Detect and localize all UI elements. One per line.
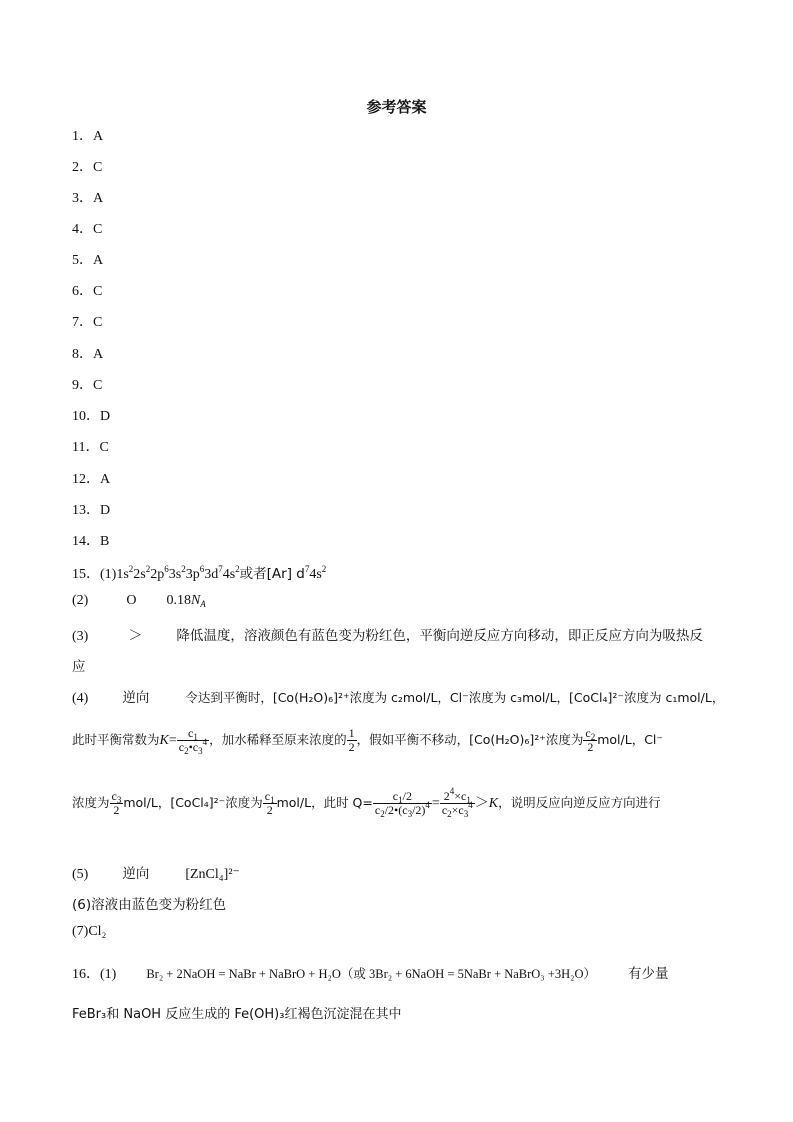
q15-p4-text3a: 浓度为 bbox=[72, 794, 110, 810]
answer-item bbox=[72, 125, 103, 145]
answer-number: 11． bbox=[72, 440, 100, 455]
answer-item bbox=[72, 405, 110, 425]
answer-choice: C bbox=[93, 222, 103, 237]
q15-p4-text2d: mol/L，Cl⁻ bbox=[597, 731, 664, 747]
answer-number: 14． bbox=[72, 534, 100, 549]
q15-p3-explanation: 降低温度，溶液颜色有蓝色变为粉红色，平衡向逆反应方向移动，即正反应方向为吸热反 bbox=[176, 628, 703, 644]
answer-item bbox=[72, 249, 103, 269]
answer-item bbox=[72, 280, 102, 300]
q15-p4-text2b: ，加水稀释至原来浓度的 bbox=[209, 731, 347, 747]
answer-item bbox=[72, 156, 102, 176]
q15-part3 bbox=[72, 624, 703, 645]
answer-number: 4． bbox=[72, 222, 93, 237]
answer-number: 6． bbox=[72, 284, 93, 299]
answer-item bbox=[72, 218, 102, 238]
q15-p5-answer-b: [ZnCl₄]²⁻ bbox=[185, 867, 240, 882]
config-start: 1s bbox=[116, 567, 129, 582]
answer-choice: D bbox=[100, 503, 111, 518]
answer-number: 5． bbox=[72, 253, 93, 268]
answer-item bbox=[72, 530, 109, 550]
answer-number: 1． bbox=[72, 129, 93, 144]
q15-p4-label: (4) bbox=[72, 691, 89, 706]
q-simplified-fraction: $\frac{2^4\times c_1}{c_2\times c_3^4}$ bbox=[441, 786, 473, 820]
answer-choice: A bbox=[93, 191, 104, 206]
answer-item bbox=[72, 468, 110, 488]
q-fraction: $\frac{c_1/2}{c_2/2•(c_3/2)^4}$ bbox=[374, 789, 430, 820]
answer-number: 3． bbox=[72, 191, 93, 206]
q15-p4-answer: 逆向 bbox=[122, 690, 150, 706]
answer-item bbox=[72, 436, 109, 456]
answer-item bbox=[72, 374, 102, 394]
q15-p4-text3b: mol/L，[CoCl₄]²⁻浓度为 bbox=[123, 794, 263, 810]
config-alt: 或者[Ar] d bbox=[239, 566, 305, 582]
q16-line2: FeBr₃和 NaOH 反应生成的 Fe(OH)₃红褐色沉淀混在其中 bbox=[72, 1007, 402, 1022]
answer-number: 9． bbox=[72, 378, 93, 393]
q15-p4-text1: 令达到平衡时，[Co(H₂O)₆]²⁺浓度为 c₂mol/L，Cl⁻浓度为 c₃mol/L，[CoCl₄]²⁻浓度为 c₁mol/L， bbox=[185, 690, 725, 705]
answer-choice: C bbox=[93, 378, 103, 393]
answer-number: 13． bbox=[72, 503, 100, 518]
q15-p3-answer: ＞ bbox=[128, 629, 143, 644]
q15-p5-answer-a: 逆向 bbox=[122, 866, 150, 882]
answer-choice: C bbox=[93, 315, 103, 330]
q15-part2 bbox=[72, 593, 206, 609]
answer-choice: B bbox=[100, 534, 110, 549]
electron-config: $1s^22s^22p^63s^23p^63d^74s^2$ bbox=[116, 564, 240, 582]
q15-part5 bbox=[72, 862, 240, 883]
q15-p1-label: (1) bbox=[100, 567, 117, 582]
answer-choice: A bbox=[100, 472, 111, 487]
k-symbol: K bbox=[159, 732, 169, 748]
c3-half-fraction: $\frac{c_3}{2}$ bbox=[111, 789, 122, 818]
c2-half-fraction: $\frac{c_2}{2}$ bbox=[585, 726, 596, 755]
answer-number: 12． bbox=[72, 472, 100, 487]
q15-part1: 15．$(1)1s^22s^22p^63s^23p^63d^74s^2$或者[Ar] $d^74s^2$ bbox=[72, 564, 327, 582]
avogadro-sub: A bbox=[200, 599, 206, 609]
q16-tail: 有少量 bbox=[628, 966, 669, 982]
avogadro-symbol: N bbox=[190, 593, 201, 608]
q15-p4-text2a: 此时平衡常数为 bbox=[72, 731, 160, 747]
answer-choice: A bbox=[93, 253, 104, 268]
k-fraction: $\frac{c_1}{c_2•c_3^4}$ bbox=[178, 726, 208, 757]
answer-item bbox=[72, 187, 103, 207]
q15-part4-line3: 浓度为 $\frac{c_3}{2}$ mol/L，[CoCl₄]²⁻浓度为 $\frac{c_1}{2}$ mol/L，此时 Q= $\frac{c_1/2}{c_2/2•(c_3/2)^4}$ = $\frac{2^4\times c_1}{c_2\times c_3^4}$ ＞K，说明反应向逆反应方向进行 bbox=[72, 786, 661, 820]
answer-choice: C bbox=[99, 440, 109, 455]
q15-p3-cont: 应 bbox=[72, 659, 86, 675]
answer-choice: D bbox=[100, 409, 111, 424]
c1-half-fraction: $\frac{c_1}{2}$ bbox=[264, 789, 275, 818]
answer-number: 2． bbox=[72, 160, 93, 175]
q15-p4-text3c: mol/L，此时 Q= bbox=[276, 794, 373, 810]
answer-choice: A bbox=[93, 129, 104, 144]
answer-number: 10． bbox=[72, 409, 100, 424]
answer-choice: C bbox=[93, 160, 103, 175]
q15-label: 15． bbox=[72, 567, 100, 582]
q15-part4-line1 bbox=[72, 686, 724, 707]
page-title: 参考答案 bbox=[366, 98, 427, 116]
q16-label: 16．(1) bbox=[72, 967, 117, 982]
answer-choice: C bbox=[93, 284, 103, 299]
q16-part1 bbox=[72, 962, 669, 983]
answer-item bbox=[72, 343, 103, 363]
q15-p2-answer-b: 0.18 bbox=[166, 593, 191, 608]
answer-item bbox=[72, 499, 110, 519]
q15-p4-text3d: ，说明反应向逆反应方向进行 bbox=[498, 794, 661, 810]
answer-item bbox=[72, 311, 102, 331]
answer-number: 8． bbox=[72, 347, 93, 362]
answer-choice: A bbox=[93, 347, 104, 362]
q15-p4-text2c: ，假如平衡不移动，[Co(H₂O)₆]²⁺浓度为 bbox=[356, 731, 584, 747]
q15-part7: (7)Cl₂ bbox=[72, 924, 107, 939]
q15-p2-answer-a: O bbox=[126, 593, 137, 608]
q16-equation: Br₂ + 2NaOH = NaBr + NaBrO + H₂O（或 3Br₂ + 6NaOH = 5NaBr + NaBrO₃ +3H₂O） bbox=[146, 967, 596, 981]
half-fraction: $\frac{1}{2}$ bbox=[348, 726, 355, 755]
q15-p5-label: (5) bbox=[72, 867, 89, 882]
q15-part4-line2: 此时平衡常数为K= $\frac{c_1}{c_2•c_3^4}$ ，加水稀释至原来浓度的 $\frac{1}{2}$ ，假如平衡不移动，[Co(H₂O)₆]²⁺浓度为 $\frac{c_2}{2}$ mol/L，Cl⁻ bbox=[72, 726, 664, 757]
q15-part6: (6)溶液由蓝色变为粉红色 bbox=[72, 897, 227, 913]
answer-number: 7． bbox=[72, 315, 93, 330]
q15-p2-label: (2) bbox=[72, 593, 89, 608]
q15-p3-label: (3) bbox=[72, 629, 89, 644]
